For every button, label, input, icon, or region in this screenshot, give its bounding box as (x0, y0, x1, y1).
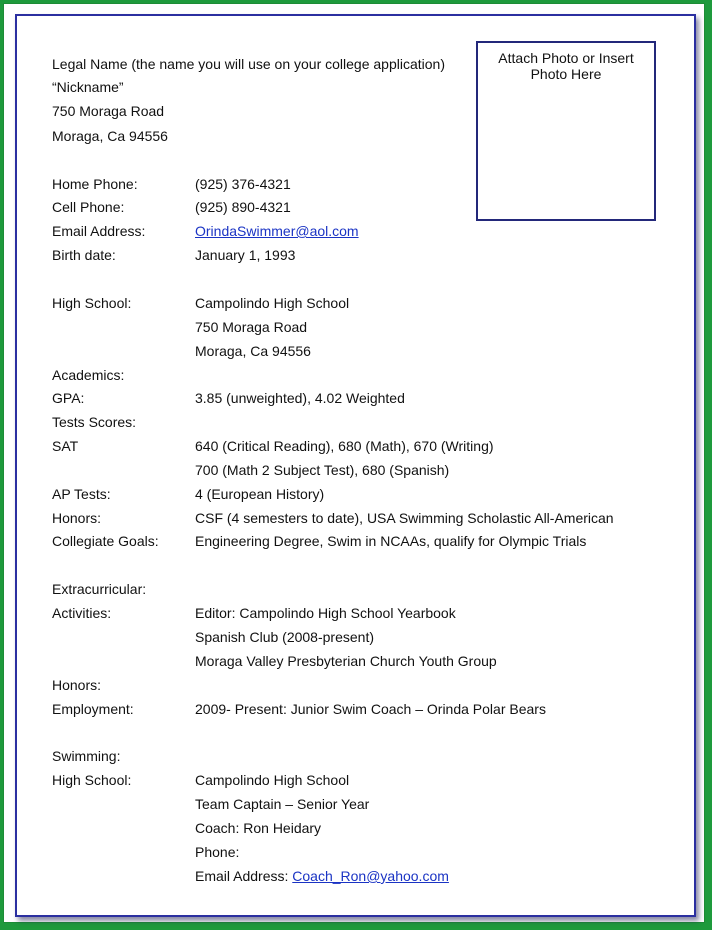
honors-value: CSF (4 semesters to date), USA Swimming Scholastic All-American (195, 510, 614, 526)
high-school-address2: Moraga, Ca 94556 (195, 343, 311, 359)
ap-tests-value: 4 (European History) (195, 486, 325, 502)
honors-label: Honors: (52, 510, 102, 526)
swimming-high-school-label: High School: (52, 772, 132, 788)
employment-label: Employment: (52, 701, 134, 717)
high-school-name: Campolindo High School (195, 295, 350, 311)
coach-phone-line: Phone: (195, 844, 240, 860)
photo-placeholder[interactable] (476, 41, 656, 221)
activities-label: Activities: (52, 605, 112, 621)
gpa-value: 3.85 (unweighted), 4.02 Weighted (195, 390, 405, 406)
header-address-line2: Moraga, Ca 94556 (52, 128, 168, 144)
activity-item: Spanish Club (2008-present) (195, 629, 374, 645)
home-phone-label: Home Phone: (52, 176, 138, 192)
coach-line: Coach: Ron Heidary (195, 820, 322, 836)
extracurricular-label: Extracurricular: (52, 581, 147, 597)
gpa-label: GPA: (52, 390, 85, 406)
photo-placeholder-line1: Attach Photo or Insert (498, 50, 634, 66)
ap-tests-label: AP Tests: (52, 486, 111, 502)
sat-label: SAT (52, 438, 79, 454)
collegiate-goals-value: Engineering Degree, Swim in NCAAs, qualify for Olympic Trials (195, 533, 587, 549)
cell-phone-value: (925) 890-4321 (195, 199, 291, 215)
activity-item: Editor: Campolindo High School Yearbook (195, 605, 456, 621)
extracurricular-honors-label: Honors: (52, 677, 102, 693)
birth-date-label: Birth date: (52, 247, 116, 263)
swimming-label: Swimming: (52, 748, 121, 764)
coach-email-label: Email Address: (195, 868, 289, 884)
high-school-address1: 750 Moraga Road (195, 319, 308, 335)
employment-value: 2009- Present: Junior Swim Coach – Orinda Polar Bears (195, 701, 546, 717)
photo-placeholder-line2: Photo Here (530, 66, 602, 82)
email-label: Email Address: (52, 223, 146, 239)
activity-item: Moraga Valley Presbyterian Church Youth Group (195, 653, 497, 669)
sat-value-line2: 700 (Math 2 Subject Test), 680 (Spanish) (195, 462, 450, 478)
home-phone-value: (925) 376-4321 (195, 176, 291, 192)
legal-name-line: Legal Name (the name you will use on your college application) (52, 56, 445, 72)
nickname-line: “Nickname” (52, 79, 124, 95)
birth-date-value: January 1, 1993 (195, 247, 296, 263)
coach-email-line (195, 867, 449, 885)
sat-value-line1: 640 (Critical Reading), 680 (Math), 670 (Writing) (195, 438, 494, 454)
cell-phone-label: Cell Phone: (52, 199, 125, 215)
header-address-line1: 750 Moraga Road (52, 103, 165, 119)
team-captain-line: Team Captain – Senior Year (195, 796, 370, 812)
tests-scores-label: Tests Scores: (52, 414, 137, 430)
email-link[interactable]: OrindaSwimmer@aol.com (195, 223, 359, 239)
high-school-label: High School: (52, 295, 132, 311)
swimming-high-school-name: Campolindo High School (195, 772, 350, 788)
collegiate-goals-label: Collegiate Goals: (52, 533, 159, 549)
academics-label: Academics: (52, 367, 125, 383)
coach-email-link[interactable]: Coach_Ron@yahoo.com (292, 868, 449, 884)
